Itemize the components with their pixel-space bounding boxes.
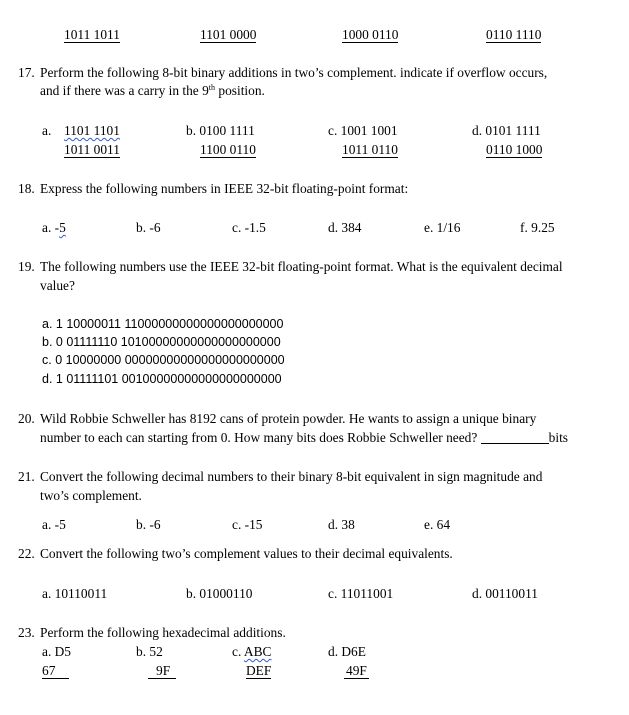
q17-line1: Perform the following 8-bit binary additions in two’s complement. indicate if overflow occurs, (40, 65, 548, 80)
q17-d-top: d. 0101 1111 (472, 123, 541, 138)
q21-line1: Convert the following decimal numbers to their binary 8-bit equivalent in sign magnitude and (40, 469, 543, 484)
q21-e: e. 64 (424, 517, 451, 532)
top-row-c: 1000 0110 (342, 27, 399, 42)
q22-text: Convert the following two’s complement values to their decimal equivalents. (40, 546, 453, 561)
q21-number: 21. (18, 469, 35, 484)
q18-number: 18. (18, 181, 35, 196)
q17-number: 17. (18, 65, 35, 80)
q19-item-b: b. 0 01111110 10100000000000000000000 (42, 335, 281, 349)
q23-a-top: a. D5 (42, 644, 72, 659)
q18-c: c. -1.5 (232, 220, 266, 235)
q17-c-bottom: 1011 0110 (342, 142, 398, 157)
q17-line2 (40, 84, 265, 97)
q18-text: Express the following numbers in IEEE 32-bit floating-point format: (40, 181, 409, 196)
q22-c: c. 11011001 (328, 586, 394, 601)
q23-d-bottom: 49F (346, 663, 367, 678)
q23-c-label: c. (232, 644, 244, 659)
q23-text: Perform the following hexadecimal additions. (40, 625, 286, 640)
q21-line2: two’s complement. (40, 488, 142, 503)
q23-c-bottom: DEF (246, 663, 272, 678)
q18-f: f. 9.25 (520, 220, 555, 235)
q19-line1: The following numbers use the IEEE 32-bit floating-point format. What is the equivalent decimal (40, 259, 563, 274)
q22-d: d. 00110011 (472, 586, 538, 601)
q17-superscript: th (208, 83, 216, 92)
q20-number: 20. (18, 411, 35, 426)
q17-a-top: 1101 1101 (64, 123, 120, 138)
q17-d-bottom: 0110 1000 (486, 142, 543, 157)
q18-e: e. 1/16 (424, 220, 461, 235)
q18-b: b. -6 (136, 220, 161, 235)
q17-b-bottom: 1100 0110 (200, 142, 256, 157)
q23-number: 23. (18, 625, 35, 640)
q17-b-top: b. 0100 1111 (186, 123, 255, 138)
top-row-a: 1011 1011 (64, 27, 120, 42)
q20-suffix: bits (548, 430, 569, 445)
q21-c: c. -15 (232, 517, 263, 532)
q21-d: d. 38 (328, 517, 355, 532)
q22-b: b. 01000110 (186, 586, 253, 601)
q23-b-top: b. 52 (136, 644, 163, 659)
top-row-d: 0110 1110 (486, 27, 542, 42)
q19-item-c: c. 0 10000000 00000000000000000000000 (42, 353, 285, 367)
q18-a (42, 221, 80, 234)
q18-a-label: a. - (42, 220, 60, 235)
q19-number: 19. (18, 259, 35, 274)
q19-line2: value? (40, 278, 75, 293)
q20-answer-blank (481, 431, 549, 444)
q23-c-top (232, 645, 323, 658)
q17-line2-text: and if there was a carry in the 9 (40, 83, 209, 98)
q22-a: a. 10110011 (42, 586, 108, 601)
q23-c-value: ABC (243, 644, 272, 659)
top-row-b: 1101 0000 (200, 27, 257, 42)
q17-c-top: c. 1001 1001 (328, 123, 398, 138)
q23-b-bottom: 9F (148, 664, 176, 679)
q17-line2-end: position. (215, 83, 265, 98)
q23-a-bottom: 67 (42, 664, 69, 679)
q19-item-d: d. 1 01111101 00100000000000000000000 (42, 372, 282, 386)
q22-number: 22. (18, 546, 35, 561)
q17-a-label: a. (42, 123, 52, 138)
q18-a-value: 5 (59, 220, 66, 235)
q19-item-a: a. 1 10000011 11000000000000000000000 (42, 317, 284, 331)
q17-a-bottom: 1011 0011 (64, 142, 120, 157)
q20-line2 (40, 431, 568, 444)
q23-d-top: d. D6E (328, 644, 366, 659)
q20-line2-text: number to each can starting from 0. How many bits does Robbie Schweller need? (40, 430, 478, 445)
q18-d: d. 384 (328, 220, 362, 235)
q20-line1: Wild Robbie Schweller has 8192 cans of protein powder. He wants to assign a unique binary (40, 411, 537, 426)
q21-a: a. -5 (42, 517, 66, 532)
q21-b: b. -6 (136, 517, 161, 532)
